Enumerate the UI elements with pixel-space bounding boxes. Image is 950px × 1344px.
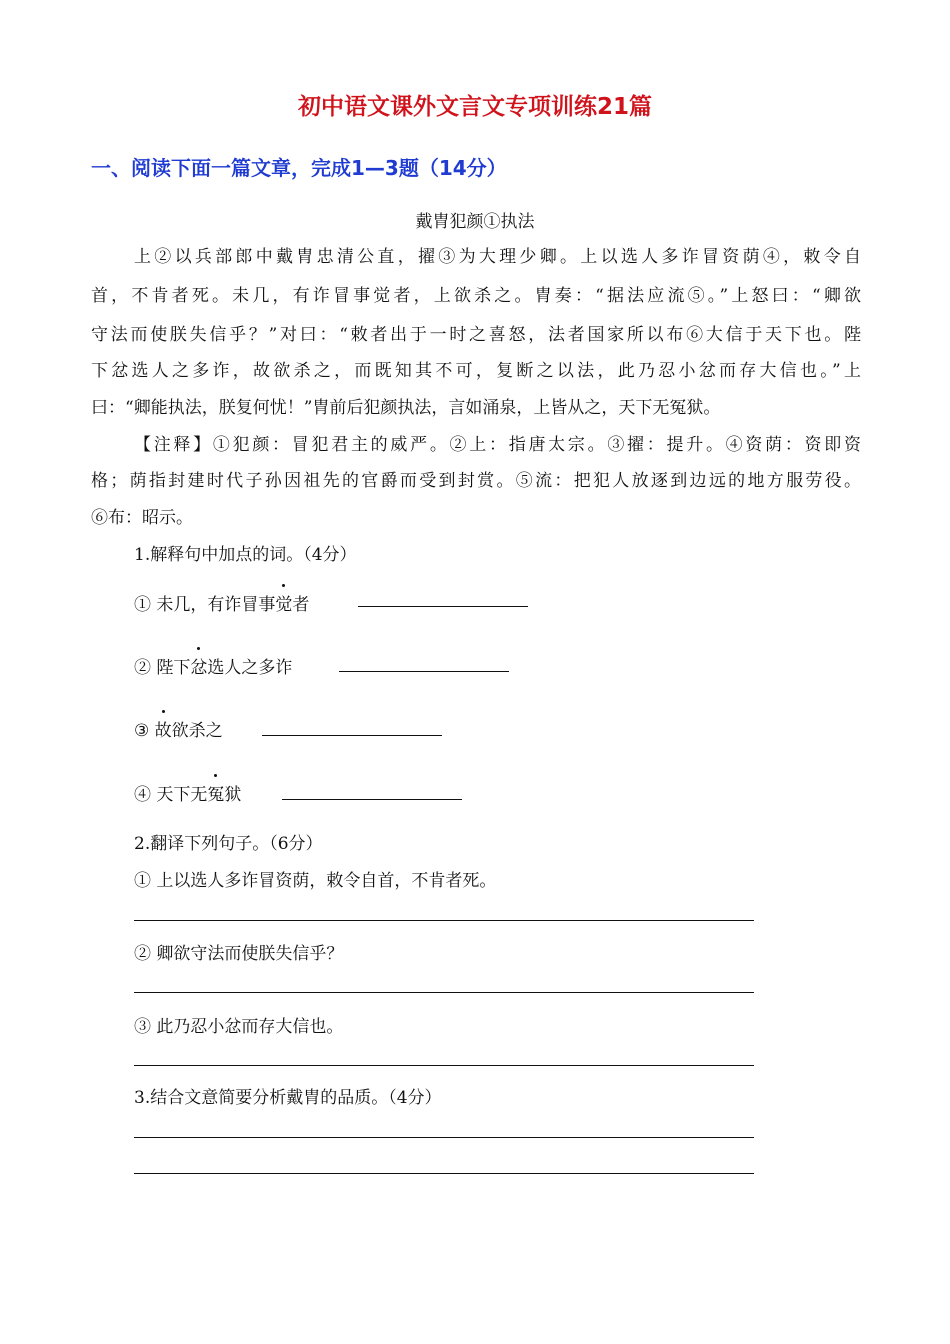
- answer-blank-1[interactable]: [358, 606, 528, 607]
- q1-item-1: [134, 590, 309, 615]
- dotted-word: 忿: [190, 653, 207, 678]
- answer-blank-3[interactable]: [262, 735, 442, 736]
- question-3-prompt: 3.结合文意简要分析戴胄的品质。（4分）: [134, 1088, 442, 1108]
- item-text: 陛下: [156, 658, 191, 678]
- section-heading: 一、阅读下面一篇文章，完成1—3题（14分）: [91, 156, 507, 180]
- answer-line[interactable]: [134, 1173, 754, 1174]
- question-1-prompt: 1.解释句中加点的词。（4分）: [134, 545, 357, 565]
- passage-line: 上②以兵部郎中戴胄忠清公直，擢③为大理少卿。上以选人多诈冒资荫④，敕令自: [134, 247, 861, 267]
- answer-blank-4[interactable]: [282, 799, 462, 800]
- q1-item-3: [134, 716, 223, 741]
- passage-line: 曰：“卿能执法，朕复何忧！”胄前后犯颜执法，言如涌泉，上皆从之，天下无冤狱。: [91, 398, 721, 418]
- item-text: 天下无: [156, 785, 208, 805]
- item-text: 狱: [224, 785, 242, 805]
- answer-blank-2[interactable]: [339, 671, 509, 672]
- dotted-word: 觉: [275, 590, 292, 615]
- passage-line: 下忿选人之多诈，故欲杀之，而既知其不可，复断之以法，此乃忍小忿而存大信也。”上: [91, 361, 861, 381]
- passage-line: 首，不肯者死。未几，有诈冒事觉者，上欲杀之。胄奏：“据法应流⑤。”上怒曰：“卿欲: [91, 286, 861, 306]
- q1-item-2: [134, 653, 292, 678]
- item-number: ④: [134, 785, 151, 805]
- q2-sentence-1: ① 上以选人多诈冒资荫，敕令自首，不肯者死。: [134, 871, 497, 891]
- question-2-prompt: 2.翻译下列句子。（6分）: [134, 834, 323, 854]
- q2-sentence-3: ③ 此乃忍小忿而存大信也。: [134, 1017, 344, 1037]
- notes-line: 格；荫指封建时代子孙因祖先的官爵而受到封赏。⑤流：把犯人放逐到边远的地方服劳役。: [91, 471, 861, 491]
- item-number: ③: [134, 721, 150, 741]
- item-text: 者: [292, 595, 310, 615]
- item-text: 选人之多诈: [207, 658, 293, 678]
- answer-line[interactable]: [134, 1065, 754, 1066]
- answer-line[interactable]: [134, 920, 754, 921]
- q2-sentence-2: ② 卿欲守法而使朕失信乎？: [134, 944, 344, 964]
- passage-title: 戴胄犯颜①执法: [415, 212, 535, 232]
- item-text: 欲杀之: [171, 721, 223, 741]
- passage-line: 守法而使朕失信乎？”对曰：“敕者出于一时之喜怒，法者国家所以布⑥大信于天下也。陛: [91, 325, 861, 345]
- item-number: ①: [134, 595, 151, 615]
- notes-line: 【注释】①犯颜：冒犯君主的威严。②上：指唐太宗。③擢：提升。④资荫：资即资: [134, 435, 861, 455]
- item-number: ②: [134, 658, 151, 678]
- dotted-word: 故: [155, 716, 172, 741]
- answer-line[interactable]: [134, 992, 754, 993]
- dotted-word: 冤: [207, 780, 224, 805]
- answer-line[interactable]: [134, 1137, 754, 1138]
- notes-line: ⑥布：昭示。: [91, 508, 193, 528]
- q1-item-4: [134, 780, 241, 805]
- item-text: 未几，有诈冒事: [156, 595, 276, 615]
- document-title: 初中语文课外文言文专项训练21篇: [297, 94, 652, 120]
